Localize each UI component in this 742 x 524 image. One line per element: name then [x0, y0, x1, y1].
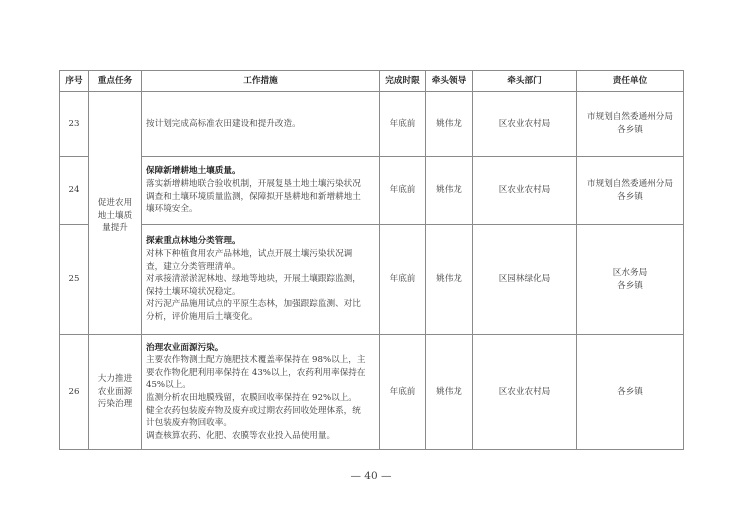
leader-cell: 姚伟龙 [426, 225, 473, 335]
measure-cell [142, 335, 380, 450]
measure-cell [142, 225, 380, 335]
leader-cell: 姚伟龙 [426, 92, 473, 157]
measure-line: 监测分析农田地膜残留，农膜回收率保持在 92%以上。 [146, 393, 357, 403]
table-row [60, 225, 684, 335]
row-no: 24 [60, 157, 89, 225]
header-no: 序号 [60, 71, 89, 92]
unit-line: 各乡镇 [617, 191, 643, 202]
measure-line: 对污泥产品施用试点的平原生态林，加强跟踪监测、对比 [146, 299, 361, 310]
deadline-cell: 年底前 [380, 92, 426, 157]
unit-line: 各乡镇 [617, 386, 643, 397]
header-responsible-unit: 责任单位 [577, 71, 684, 92]
leader-cell: 姚伟龙 [426, 157, 473, 225]
page-number: — 40 — [350, 470, 392, 482]
row-no: 26 [60, 335, 89, 450]
leader-cell: 姚伟龙 [426, 335, 473, 450]
measure-title: 治理农业面源污染。 [146, 342, 224, 353]
task-table [59, 70, 684, 450]
measure-line: 45%以上。 [146, 380, 191, 391]
measure-cell [142, 157, 380, 225]
measure-line: 调查和土壤环境质量监测，保障拟开垦耕地和新增耕地土 [146, 191, 361, 202]
measure-line: 调查核算农药、化肥、农膜等农业投入品使用量。 [146, 430, 336, 441]
department-cell: 区园林绿化局 [473, 225, 577, 335]
deadline-cell: 年底前 [380, 335, 426, 450]
measure-line: 要农作物化肥利用率保持在 43%以上，农药利用率保持在 [146, 367, 366, 378]
measure-line: 计包装废弃物回收率。 [146, 418, 232, 429]
header-leader: 牵头领导 [426, 71, 473, 92]
unit-cell [577, 335, 684, 450]
key-task-line: 促进农用 [97, 198, 133, 209]
table-row [60, 335, 684, 450]
measure-line: 健全农药包装废弃物及废弃或过期农药回收处理体系，统 [146, 405, 361, 416]
measure-line: 查，建立分类管理清单。 [146, 261, 241, 272]
measure-title: 探索重点林地分类管理。 [146, 236, 241, 247]
key-task-line: 地土壤质 [97, 210, 133, 221]
unit-cell [577, 92, 684, 157]
table-row [60, 92, 684, 157]
header-measures: 工作措施 [142, 71, 380, 92]
key-task-line: 农业面源 [97, 386, 133, 397]
department-cell: 区农业农村局 [473, 157, 577, 225]
measure-line: 对林下种植食用农产品林地，试点开展土壤污染状况调 [146, 249, 353, 260]
unit-line: 市规划自然委通州分局 [587, 112, 673, 123]
deadline-cell: 年底前 [380, 157, 426, 225]
measure-line: 落实新增耕地联合验收机制，开展复垦土地土壤污染状况 [146, 178, 361, 189]
unit-cell [577, 225, 684, 335]
key-task-cell [89, 335, 142, 450]
measure-title: 保障新增耕地土壤质量。 [146, 166, 241, 177]
measure-line: 壤环境安全。 [146, 204, 198, 215]
department-cell: 区农业农村局 [473, 92, 577, 157]
key-task-line: 量提升 [102, 223, 128, 234]
header-deadline: 完成时限 [380, 71, 426, 92]
unit-line: 市规划自然委通州分局 [587, 178, 673, 189]
key-task-cell [89, 92, 142, 335]
table-row [60, 157, 684, 225]
unit-cell [577, 157, 684, 225]
measure-line: 按计划完成高标准农田建设和提升改造。 [146, 118, 301, 129]
measure-line: 对承接清淤淤泥林地、绿地等地块，开展土壤跟踪监测， [146, 274, 361, 285]
table-header-row [60, 71, 684, 92]
measure-line: 分析，评价施用后土壤变化。 [146, 311, 258, 322]
unit-line: 各乡镇 [617, 125, 643, 135]
row-no: 23 [60, 92, 89, 157]
measure-cell [142, 92, 380, 157]
row-no: 25 [60, 225, 89, 335]
header-key-task: 重点任务 [89, 71, 142, 92]
header-department: 牵头部门 [473, 71, 577, 92]
unit-line: 区水务局 [612, 267, 648, 278]
key-task-line: 污染治理 [97, 399, 133, 410]
deadline-cell: 年底前 [380, 225, 426, 335]
measure-line: 主要农作物测土配方施肥技术覆盖率保持在 98%以上，主 [146, 355, 366, 366]
measure-line: 保持土壤环境状况稳定。 [146, 286, 241, 297]
unit-line: 各乡镇 [617, 280, 643, 291]
key-task-line: 大力推进 [97, 374, 133, 385]
department-cell: 区农业农村局 [473, 335, 577, 450]
